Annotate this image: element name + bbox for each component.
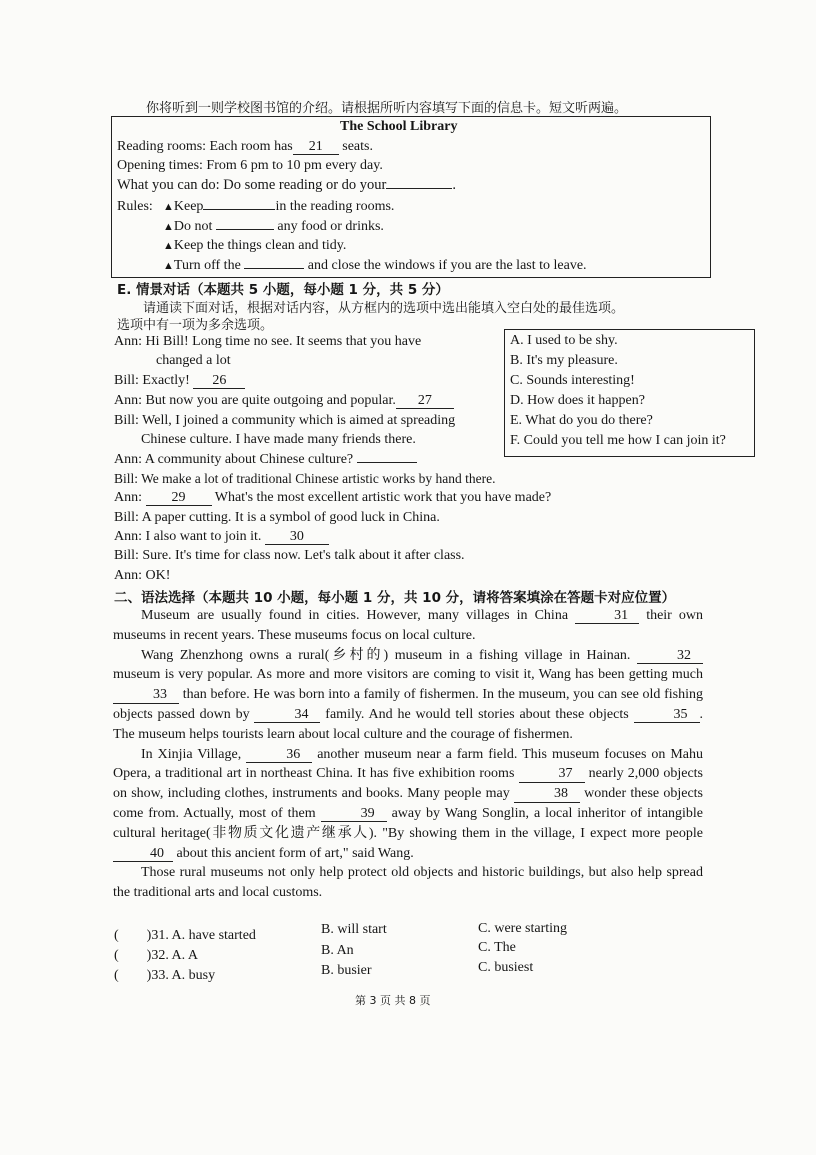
blank-40[interactable]: 40 bbox=[113, 846, 173, 862]
blank-31[interactable]: 31 bbox=[575, 608, 639, 624]
dialogue-line: Ann: OK! bbox=[114, 568, 171, 583]
blank-36[interactable]: 36 bbox=[246, 747, 312, 763]
dialogue-line: Bill: Well, I joined a community which is aimed at spreading bbox=[114, 413, 456, 428]
choice-32-b[interactable]: B. An bbox=[321, 943, 354, 958]
blank-33[interactable]: 33 bbox=[113, 687, 179, 703]
option-b: B. It's my pleasure. bbox=[510, 353, 618, 368]
question-32[interactable]: ( )32. A. A bbox=[114, 948, 198, 963]
blank-activity[interactable] bbox=[386, 188, 452, 189]
dialogue-line: Ann: 29 What's the most excellent artistic work that you have made? bbox=[114, 490, 552, 505]
blank-seats[interactable]: 21 bbox=[293, 139, 339, 155]
rule-4: ▲Turn off the and close the windows if you are the last to leave. bbox=[163, 258, 587, 273]
blank-30[interactable]: 30 bbox=[265, 529, 329, 545]
passage bbox=[113, 606, 703, 903]
choice-33-b[interactable]: B. busier bbox=[321, 963, 372, 978]
dialogue-line: Chinese culture. I have made many friends there. bbox=[141, 432, 416, 447]
what-you-can-do-line: What you can do: Do some reading or do your . bbox=[117, 177, 457, 193]
blank-32[interactable]: 32 bbox=[637, 648, 703, 664]
rule-1: ▲Keep in the reading rooms. bbox=[163, 199, 395, 214]
passage-paragraph-3: In Xinjia Village, 36 another museum near a farm field. This museum focuses on Mahu Opera, a traditional art in northeast China. It has five exhibition rooms 37 nearly 2,000 objects on show, including clothes, instruments and books. Many people may 38 wonder these objects come from. Actually, most of them 39 away by Wang Songlin, a local inheritor of intangible cultural heritage(非物质文化遗产继承人). "By showing them in the village, I expect more people 40 about this ancient form of art," said Wang. bbox=[113, 746, 704, 861]
dialogue-line: Bill: A paper cutting. It is a symbol of good luck in China. bbox=[114, 510, 440, 525]
option-c: C. Sounds interesting! bbox=[510, 373, 635, 388]
option-e: E. What do you do there? bbox=[510, 413, 653, 428]
dialogue-line: Ann: Hi Bill! Long time no see. It seems that you have bbox=[114, 334, 422, 349]
passage-paragraph-4: Those rural museums not only help protect old objects and historic buildings, but also help spread the traditional arts and local customs. bbox=[113, 865, 703, 901]
option-d: D. How does it happen? bbox=[510, 393, 645, 408]
section-e-heading: E. 情景对话（本题共 5 小题，每小题 1 分，共 5 分） bbox=[117, 282, 449, 298]
opening-times-line: Opening times: From 6 pm to 10 pm every day. bbox=[117, 158, 383, 173]
section-2-heading: 二、语法选择（本题共 10 小题，每小题 1 分，共 10 分，请将答案填涂在答题卡对应位置） bbox=[114, 590, 676, 606]
blank-27[interactable]: 27 bbox=[396, 393, 454, 409]
choice-31-b[interactable]: B. will start bbox=[321, 922, 387, 937]
blank-37[interactable]: 37 bbox=[519, 766, 585, 782]
dialogue-line: Bill: We make a lot of traditional Chinese artistic works by hand there. bbox=[114, 471, 496, 486]
reading-rooms-line: Reading rooms: Each room has 21 seats. bbox=[117, 139, 373, 154]
blank-rule-1[interactable] bbox=[203, 209, 275, 210]
blank-39[interactable]: 39 bbox=[321, 806, 387, 822]
question-33[interactable]: ( )33. A. busy bbox=[114, 968, 216, 983]
section-e-instructions: 请通读下面对话，根据对话内容，从方框内的选项中选出能填入空白处的最佳选项。 bbox=[143, 301, 625, 316]
rules-label: Rules: bbox=[117, 199, 153, 214]
choice-33-c[interactable]: C. busiest bbox=[478, 960, 534, 975]
triangle-bullet-icon: ▲ bbox=[163, 221, 174, 233]
rule-3: ▲Keep the things clean and tidy. bbox=[163, 238, 347, 253]
choice-31-c[interactable]: C. were starting bbox=[478, 921, 568, 936]
section-e-instructions-2: 选项中有一项为多余选项。 bbox=[117, 318, 274, 333]
card-title: The School Library bbox=[340, 119, 458, 134]
blank-29[interactable]: 29 bbox=[146, 490, 212, 506]
passage-paragraph-1: Museum are usually found in cities. However, many villages in China 31 their own museums in recent years. These museums focus on local culture. bbox=[113, 608, 704, 643]
dialogue-line: Bill: Sure. It's time for class now. Let's talk about it after class. bbox=[114, 548, 465, 563]
page-number: 第 3 页 共 8 页 bbox=[355, 994, 431, 1007]
choice-32-c[interactable]: C. The bbox=[478, 940, 516, 955]
blank-35[interactable]: 35 bbox=[634, 707, 700, 723]
rule-2: ▲Do not any food or drinks. bbox=[163, 219, 384, 234]
option-a: A. I used to be shy. bbox=[510, 333, 618, 348]
blank-34[interactable]: 34 bbox=[254, 707, 320, 723]
triangle-bullet-icon: ▲ bbox=[163, 260, 174, 272]
triangle-bullet-icon: ▲ bbox=[163, 201, 174, 213]
triangle-bullet-icon: ▲ bbox=[163, 240, 174, 252]
dialogue-line: Ann: But now you are quite outgoing and popular. 27 bbox=[114, 393, 454, 409]
dialogue-line: Ann: A community about Chinese culture? bbox=[114, 452, 417, 468]
blank-rule-4[interactable] bbox=[244, 268, 304, 269]
blank-rule-2[interactable] bbox=[216, 229, 274, 230]
dialogue-line: Ann: I also want to join it. 30 bbox=[114, 529, 329, 545]
blank-38[interactable]: 38 bbox=[514, 786, 580, 802]
dialogue-line: Bill: Exactly! 26 bbox=[114, 373, 245, 389]
option-f: F. Could you tell me how I can join it? bbox=[510, 433, 726, 448]
blank-26[interactable]: 26 bbox=[193, 373, 245, 389]
listening-intro: 你将听到一则学校图书馆的介绍。请根据所听内容填写下面的信息卡。短文听两遍。 bbox=[146, 101, 628, 116]
passage-paragraph-2: Wang Zhenzhong owns a rural(乡村的) museum in a fishing village in Hainan. 32 museum is very popular. As more and more visitors are coming to visit it, Wang has been getting much 33 than before. He was born into a family of fishermen. In the museum, you can see old fishing objects passed down by 34 family. And he would tell stories about these objects 35 . The museum helps tourists learn about local culture and the courage of fishermen. bbox=[113, 647, 704, 742]
blank-28[interactable] bbox=[357, 462, 417, 463]
dialogue-line: changed a lot bbox=[156, 353, 231, 368]
question-31[interactable]: ( )31. A. have started bbox=[114, 928, 256, 943]
